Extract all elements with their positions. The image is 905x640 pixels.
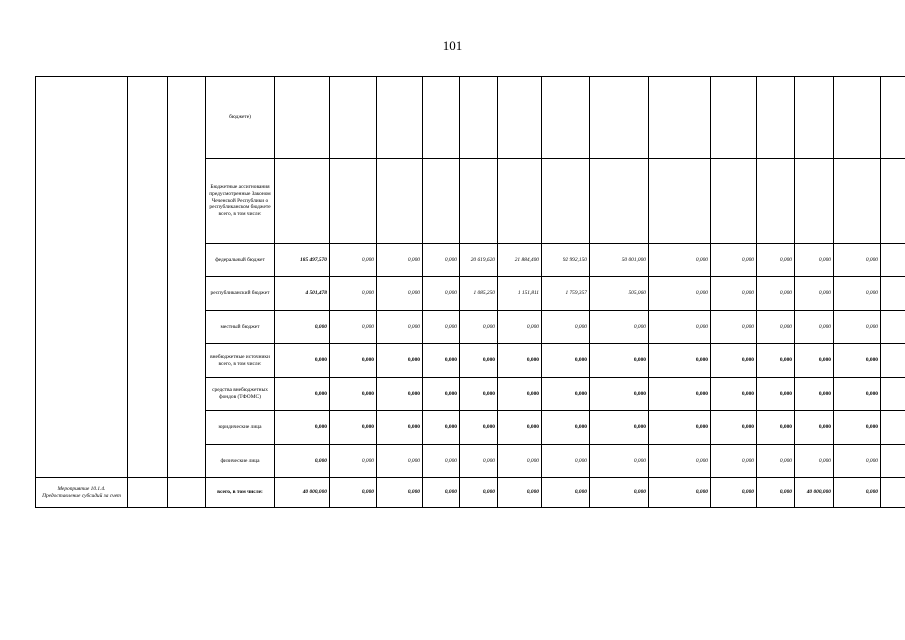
year-value: 0,000 bbox=[460, 344, 498, 378]
year-value: 1 085,250 bbox=[460, 277, 498, 311]
year-value: 0,000 bbox=[498, 378, 542, 411]
year-value bbox=[498, 77, 542, 159]
empty-cell bbox=[881, 159, 905, 244]
empty-cell bbox=[881, 411, 905, 445]
year-value: 0,000 bbox=[542, 378, 590, 411]
year-value: 0,000 bbox=[377, 378, 423, 411]
year-value: 0,000 bbox=[423, 311, 460, 344]
year-value: 0,000 bbox=[795, 344, 834, 378]
year-value: 0,000 bbox=[423, 478, 460, 508]
total-value: 0,000 bbox=[275, 378, 330, 411]
year-value: 0,000 bbox=[649, 478, 711, 508]
year-value bbox=[757, 77, 795, 159]
year-value: 0,000 bbox=[377, 478, 423, 508]
year-value bbox=[834, 77, 881, 159]
year-value: 0,000 bbox=[377, 277, 423, 311]
year-value: 0,000 bbox=[330, 344, 377, 378]
year-value: 0,000 bbox=[649, 411, 711, 445]
year-value: 0,000 bbox=[498, 411, 542, 445]
year-value: 0,000 bbox=[423, 344, 460, 378]
year-value: 0,000 bbox=[498, 445, 542, 478]
empty-cell bbox=[881, 445, 905, 478]
year-value: 0,000 bbox=[590, 411, 649, 445]
year-value: 0,000 bbox=[590, 445, 649, 478]
total-value bbox=[275, 159, 330, 244]
year-value: 0,000 bbox=[590, 344, 649, 378]
year-value: 0,000 bbox=[711, 378, 757, 411]
year-value: 0,000 bbox=[330, 277, 377, 311]
year-value: 0,000 bbox=[498, 344, 542, 378]
year-value: 0,000 bbox=[460, 378, 498, 411]
year-value: 0,000 bbox=[542, 411, 590, 445]
year-value: 0,000 bbox=[834, 378, 881, 411]
year-value: 0,000 bbox=[834, 344, 881, 378]
empty-cell bbox=[881, 378, 905, 411]
year-value: 0,000 bbox=[711, 277, 757, 311]
year-value: 0,000 bbox=[711, 244, 757, 277]
year-value: 0,000 bbox=[834, 411, 881, 445]
year-value: 0,000 bbox=[330, 244, 377, 277]
year-value bbox=[542, 159, 590, 244]
year-value: 0,000 bbox=[795, 311, 834, 344]
year-value: 0,000 bbox=[834, 478, 881, 508]
year-value: 0,000 bbox=[795, 445, 834, 478]
year-value: 0,000 bbox=[757, 311, 795, 344]
year-value: 1 759,357 bbox=[542, 277, 590, 311]
year-value: 0,000 bbox=[757, 378, 795, 411]
year-value bbox=[498, 159, 542, 244]
year-value bbox=[795, 159, 834, 244]
year-value: 0,000 bbox=[542, 311, 590, 344]
year-value: 0,000 bbox=[711, 344, 757, 378]
year-value: 0,000 bbox=[377, 311, 423, 344]
year-value: 0,000 bbox=[498, 478, 542, 508]
event-label: Мероприятие 10.1.4. Предоставление субсидий за счет bbox=[36, 478, 128, 508]
year-value: 0,000 bbox=[649, 344, 711, 378]
year-value bbox=[542, 77, 590, 159]
year-value: 21 884,400 bbox=[498, 244, 542, 277]
year-value bbox=[330, 77, 377, 159]
year-value: 0,000 bbox=[377, 344, 423, 378]
year-value: 0,000 bbox=[377, 244, 423, 277]
source-label: федеральный бюджет bbox=[206, 244, 275, 277]
year-value: 0,000 bbox=[498, 311, 542, 344]
period-cell bbox=[168, 478, 206, 508]
year-value: 0,000 bbox=[757, 445, 795, 478]
empty-cell bbox=[881, 277, 905, 311]
total-value: 0,000 bbox=[275, 411, 330, 445]
source-label: всего, в том числе: bbox=[206, 478, 275, 508]
year-value: 0,000 bbox=[330, 378, 377, 411]
year-value bbox=[590, 159, 649, 244]
year-value bbox=[330, 159, 377, 244]
year-value: 0,000 bbox=[460, 311, 498, 344]
year-value bbox=[711, 77, 757, 159]
year-value: 50 001,000 bbox=[590, 244, 649, 277]
year-value: 0,000 bbox=[542, 478, 590, 508]
year-value: 0,000 bbox=[711, 445, 757, 478]
year-value bbox=[795, 77, 834, 159]
year-value bbox=[649, 159, 711, 244]
year-value: 0,000 bbox=[649, 277, 711, 311]
budget-table bbox=[35, 76, 905, 508]
year-value: 92 992,150 bbox=[542, 244, 590, 277]
empty-cell bbox=[881, 478, 905, 508]
year-value: 0,000 bbox=[834, 311, 881, 344]
source-label: республиканский бюджет bbox=[206, 277, 275, 311]
source-label: внебюджетные источники всего, в том числе: bbox=[206, 344, 275, 378]
year-value: 0,000 bbox=[330, 311, 377, 344]
year-value: 0,000 bbox=[377, 411, 423, 445]
year-value: 0,000 bbox=[834, 244, 881, 277]
total-value: 4 501,478 bbox=[275, 277, 330, 311]
year-value: 0,000 bbox=[330, 478, 377, 508]
year-value: 0,000 bbox=[423, 244, 460, 277]
year-value: 0,000 bbox=[757, 478, 795, 508]
year-value bbox=[460, 77, 498, 159]
source-label: юридические лица bbox=[206, 411, 275, 445]
year-value: 1 151,811 bbox=[498, 277, 542, 311]
year-value: 0,000 bbox=[711, 311, 757, 344]
total-value: 0,000 bbox=[275, 311, 330, 344]
year-value: 0,000 bbox=[460, 411, 498, 445]
year-value: 0,000 bbox=[542, 344, 590, 378]
year-value: 0,000 bbox=[649, 311, 711, 344]
year-value: 20 619,620 bbox=[460, 244, 498, 277]
total-value: 185 497,570 bbox=[275, 244, 330, 277]
year-value: 0,000 bbox=[834, 277, 881, 311]
year-value: 0,000 bbox=[590, 378, 649, 411]
empty-cell bbox=[881, 344, 905, 378]
total-value: 0,000 bbox=[275, 344, 330, 378]
year-value: 0,000 bbox=[649, 244, 711, 277]
empty-cell bbox=[881, 77, 905, 159]
year-value: 0,000 bbox=[649, 378, 711, 411]
empty-cell bbox=[881, 244, 905, 277]
source-label: физические лица bbox=[206, 445, 275, 478]
year-value: 0,000 bbox=[423, 378, 460, 411]
year-value bbox=[649, 77, 711, 159]
year-value: 0,000 bbox=[834, 445, 881, 478]
year-value: 0,000 bbox=[590, 311, 649, 344]
event-row bbox=[36, 478, 905, 508]
year-value: 0,000 bbox=[542, 445, 590, 478]
year-value: 0,000 bbox=[711, 411, 757, 445]
year-value: 505,060 bbox=[590, 277, 649, 311]
year-value: 0,000 bbox=[377, 445, 423, 478]
year-value: 0,000 bbox=[460, 478, 498, 508]
year-value: 0,000 bbox=[649, 445, 711, 478]
year-value: 0,000 bbox=[757, 411, 795, 445]
year-value: 0,000 bbox=[795, 277, 834, 311]
program-cell bbox=[36, 77, 128, 478]
year-value: 0,000 bbox=[757, 344, 795, 378]
year-value bbox=[460, 159, 498, 244]
total-value bbox=[275, 77, 330, 159]
year-value bbox=[834, 159, 881, 244]
year-value bbox=[757, 159, 795, 244]
responsible-cell bbox=[128, 478, 168, 508]
period-cell bbox=[168, 77, 206, 478]
year-value: 0,000 bbox=[423, 411, 460, 445]
empty-cell bbox=[881, 311, 905, 344]
year-value: 0,000 bbox=[330, 445, 377, 478]
year-value bbox=[423, 159, 460, 244]
source-label: бюджете) bbox=[206, 77, 275, 159]
page-number: 101 bbox=[442, 38, 463, 53]
year-value: 0,000 bbox=[795, 244, 834, 277]
year-value bbox=[377, 77, 423, 159]
source-label: средства внебюджетных фондов (ТФОМС) bbox=[206, 378, 275, 411]
year-value bbox=[423, 77, 460, 159]
table-row bbox=[36, 77, 905, 159]
year-value: 0,000 bbox=[795, 411, 834, 445]
year-value: 40 000,000 bbox=[795, 478, 834, 508]
year-value bbox=[590, 77, 649, 159]
responsible-cell bbox=[128, 77, 168, 478]
year-value: 0,000 bbox=[330, 411, 377, 445]
year-value bbox=[377, 159, 423, 244]
year-value: 0,000 bbox=[757, 277, 795, 311]
total-value: 40 000,000 bbox=[275, 478, 330, 508]
year-value: 0,000 bbox=[711, 478, 757, 508]
source-label: местный бюджет bbox=[206, 311, 275, 344]
year-value: 0,000 bbox=[795, 378, 834, 411]
year-value: 0,000 bbox=[423, 445, 460, 478]
year-value bbox=[711, 159, 757, 244]
year-value: 0,000 bbox=[757, 244, 795, 277]
total-value: 0,000 bbox=[275, 445, 330, 478]
year-value: 0,000 bbox=[423, 277, 460, 311]
year-value: 0,000 bbox=[590, 478, 649, 508]
source-label: Бюджетные ассигнования предусмотренные Законом Чеченской Республики о республиканском бюджете всего, в том числе: bbox=[206, 159, 275, 244]
year-value: 0,000 bbox=[460, 445, 498, 478]
